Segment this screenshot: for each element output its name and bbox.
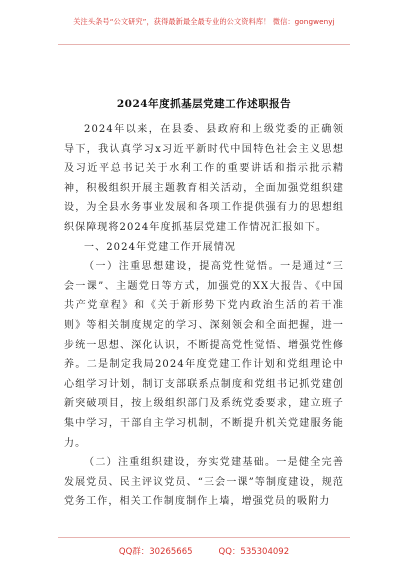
paragraph-organization: （二）注重组织建设，夯实党建基础。一是健全完善发展党员、民主评议党员、“三会一课”等制度建设，规范党务工作，相关工作制度制作上墙，增强党员的吸附力 <box>64 457 344 508</box>
page-header <box>0 0 408 44</box>
page-footer <box>0 541 408 561</box>
paragraph-ideology: （一）注重思想建设，提高党性觉悟。一是通过“三会一课”、主题党日等方式，加强党的XX大报告、《中国共产党章程》和《关于新形势下党内政治生活的若干准则》等相关制度规定的学习、深刻领会和全面把握，进一步统一思想、深化认识，不断提高党性觉悟、增强党性修养。二是制定我局2024年度党建工作计划和党组理论中心组学习计划，制订支部联系点制度和党组书记抓党建创新突破项目，按上级组织部门及系统党委要求，建立班子集中学习，干部自主学习机制，不断提升机关党建服务能力。 <box>64 261 344 449</box>
footer-qq-group: QQ群：30265665 <box>118 547 193 557</box>
footer-qq-contact: QQ：535304092 <box>218 547 290 557</box>
section-heading: 一、2024年党建工作开展情况 <box>84 241 236 253</box>
document-body <box>64 120 344 512</box>
header-banner-text: 关注头条号“公文研究”，获得最新最全最专业的公文资料库！ 微信：gongwenyj <box>73 17 335 26</box>
paragraph-intro: 2024年以来，在县委、县政府和上级党委的正确领导下，我认真学习x习近平新时代中国特色社会主义思想及习近平总书记关于水利工作的重要讲话和指示批示精神，积极组织开展主题教育相关活动，全面加强党组织建设，为全县水务事业发展和各项工作提供强有力的思想组织保障现将2024年度抓基层党建工作情况汇报如下。 <box>64 124 344 233</box>
header-divider <box>58 44 350 45</box>
document-title: 2024年度抓基层党建工作述职报告 <box>116 98 292 110</box>
footer-divider <box>58 537 350 538</box>
